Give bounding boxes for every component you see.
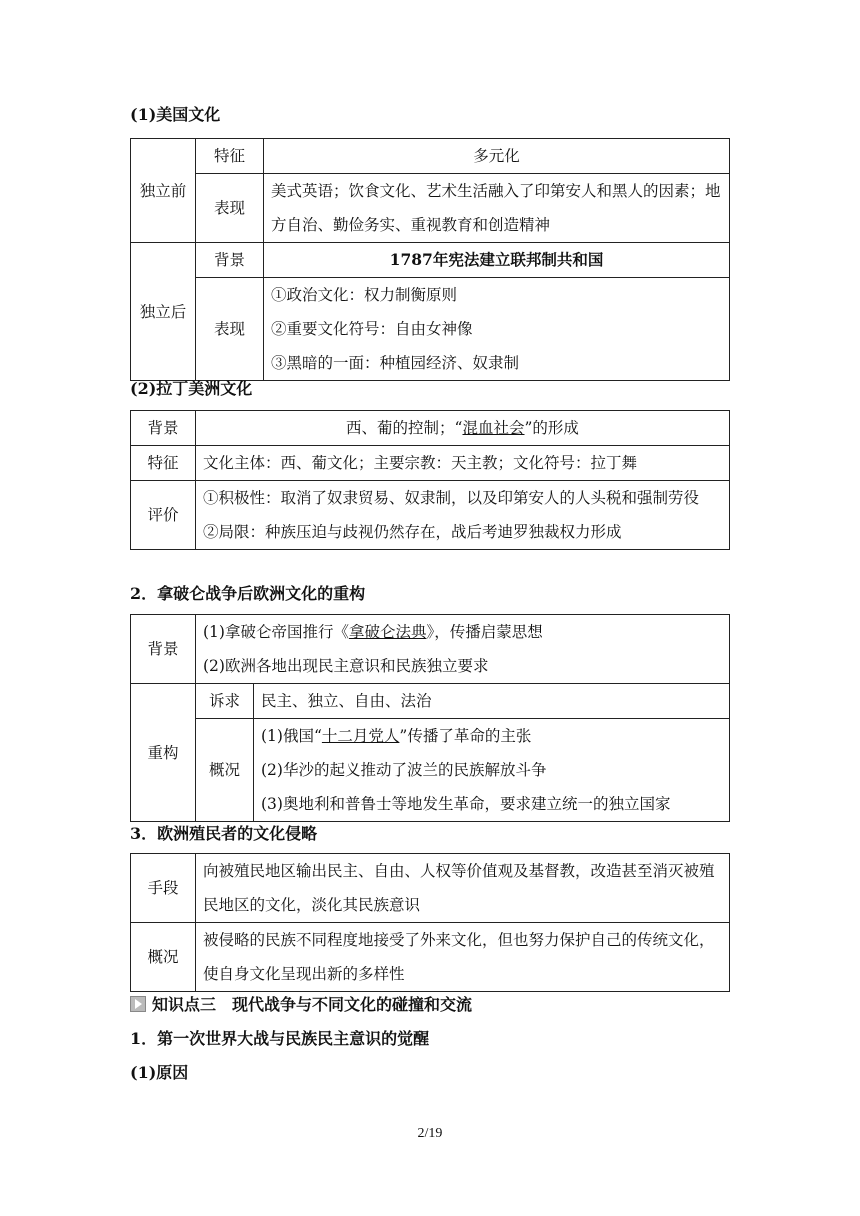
latin-america-table [130,410,730,550]
play-triangle-icon [130,996,146,1012]
page-number: 2/19 [417,1126,443,1141]
section-heading-ww1: 1．第一次世界大战与民族民主意识的觉醒 [130,1029,430,1048]
cell-demand-value: 民主、独立、自由、法治 [254,684,730,719]
cell-means-value: 向被殖民地区输出民主、自由、人权等价值观及基督教，改造甚至消灭被殖民地区的文化，淡化其民族意识 [196,854,730,923]
cell-label-rebuild: 重构 [131,684,196,822]
cell-feature-value: 多元化 [264,139,730,174]
cell-label-background: 背景 [131,411,196,446]
cell-label-background: 背景 [131,615,196,684]
section-heading-us-culture: (1)美国文化 [130,105,221,124]
section-heading-colonial: 3．欧洲殖民者的文化侵略 [130,824,318,843]
list-item: ①政治文化：权力制衡原则 [271,286,458,304]
cell-label-performance-after: 表现 [196,278,264,381]
cell-label-overview: 概况 [131,923,196,992]
cell-overview-value: 被侵略的民族不同程度地接受了外来文化，但也努力保护自己的传统文化，使自身文化呈现出新的多样性 [196,923,730,992]
europe-reconstruction-table [130,614,730,822]
section-heading-europe: 2．拿破仑战争后欧洲文化的重构 [130,584,366,603]
list-item: (3)奥地利和普鲁士等地发生革命，要求建立统一的独立国家 [261,795,671,813]
cell-label-feature: 特征 [196,139,264,174]
cell-label-background: 背景 [196,243,264,278]
cell-label-performance: 表现 [196,174,264,243]
cell-background-value: 西、葡的控制；“混血社会”的形成 [196,411,730,446]
section-heading-cause: (1)原因 [130,1063,189,1082]
colonial-aggression-table [130,853,730,992]
cell-overview-value [254,719,730,822]
list-item: ③黑暗的一面：种植园经济、奴隶制 [271,354,520,372]
cell-label-feature: 特征 [131,446,196,481]
cell-performance-value: 美式英语；饮食文化、艺术生活融入了印第安人和黑人的因素；地方自治、勤俭务实、重视教育和创造精神 [264,174,730,243]
list-item: (1)俄国“十二月党人”传播了革命的主张 [261,727,532,745]
cell-background-value [196,615,730,684]
list-item: ②重要文化符号：自由女神像 [271,320,473,338]
cell-evaluation-value [196,481,730,550]
cell-label-means: 手段 [131,854,196,923]
list-item: (2)欧洲各地出现民主意识和民族独立要求 [203,657,489,675]
list-item: ②局限：种族压迫与歧视仍然存在，战后考迪罗独裁权力形成 [203,523,622,541]
cell-after-independence: 独立后 [131,243,196,381]
cell-feature-value: 文化主体：西、葡文化；主要宗教：天主教；文化符号：拉丁舞 [196,446,730,481]
cell-before-independence: 独立前 [131,139,196,243]
section-heading-latin-america: (2)拉丁美洲文化 [130,379,253,398]
list-item: (1)拿破仑帝国推行《拿破仑法典》，传播启蒙思想 [203,623,543,641]
knowledge-point-heading: 知识点三 现代战争与不同文化的碰撞和交流 [130,994,472,1016]
cell-label-demand: 诉求 [196,684,254,719]
list-item: (2)华沙的起义推动了波兰的民族解放斗争 [261,761,547,779]
cell-performance-after-value [264,278,730,381]
us-culture-table [130,138,730,381]
cell-label-evaluation: 评价 [131,481,196,550]
cell-background-value: 1787年宪法建立联邦制共和国 [264,243,730,278]
list-item: ①积极性：取消了奴隶贸易、奴隶制，以及印第安人的人头税和强制劳役 [203,489,700,507]
cell-label-overview: 概况 [196,719,254,822]
